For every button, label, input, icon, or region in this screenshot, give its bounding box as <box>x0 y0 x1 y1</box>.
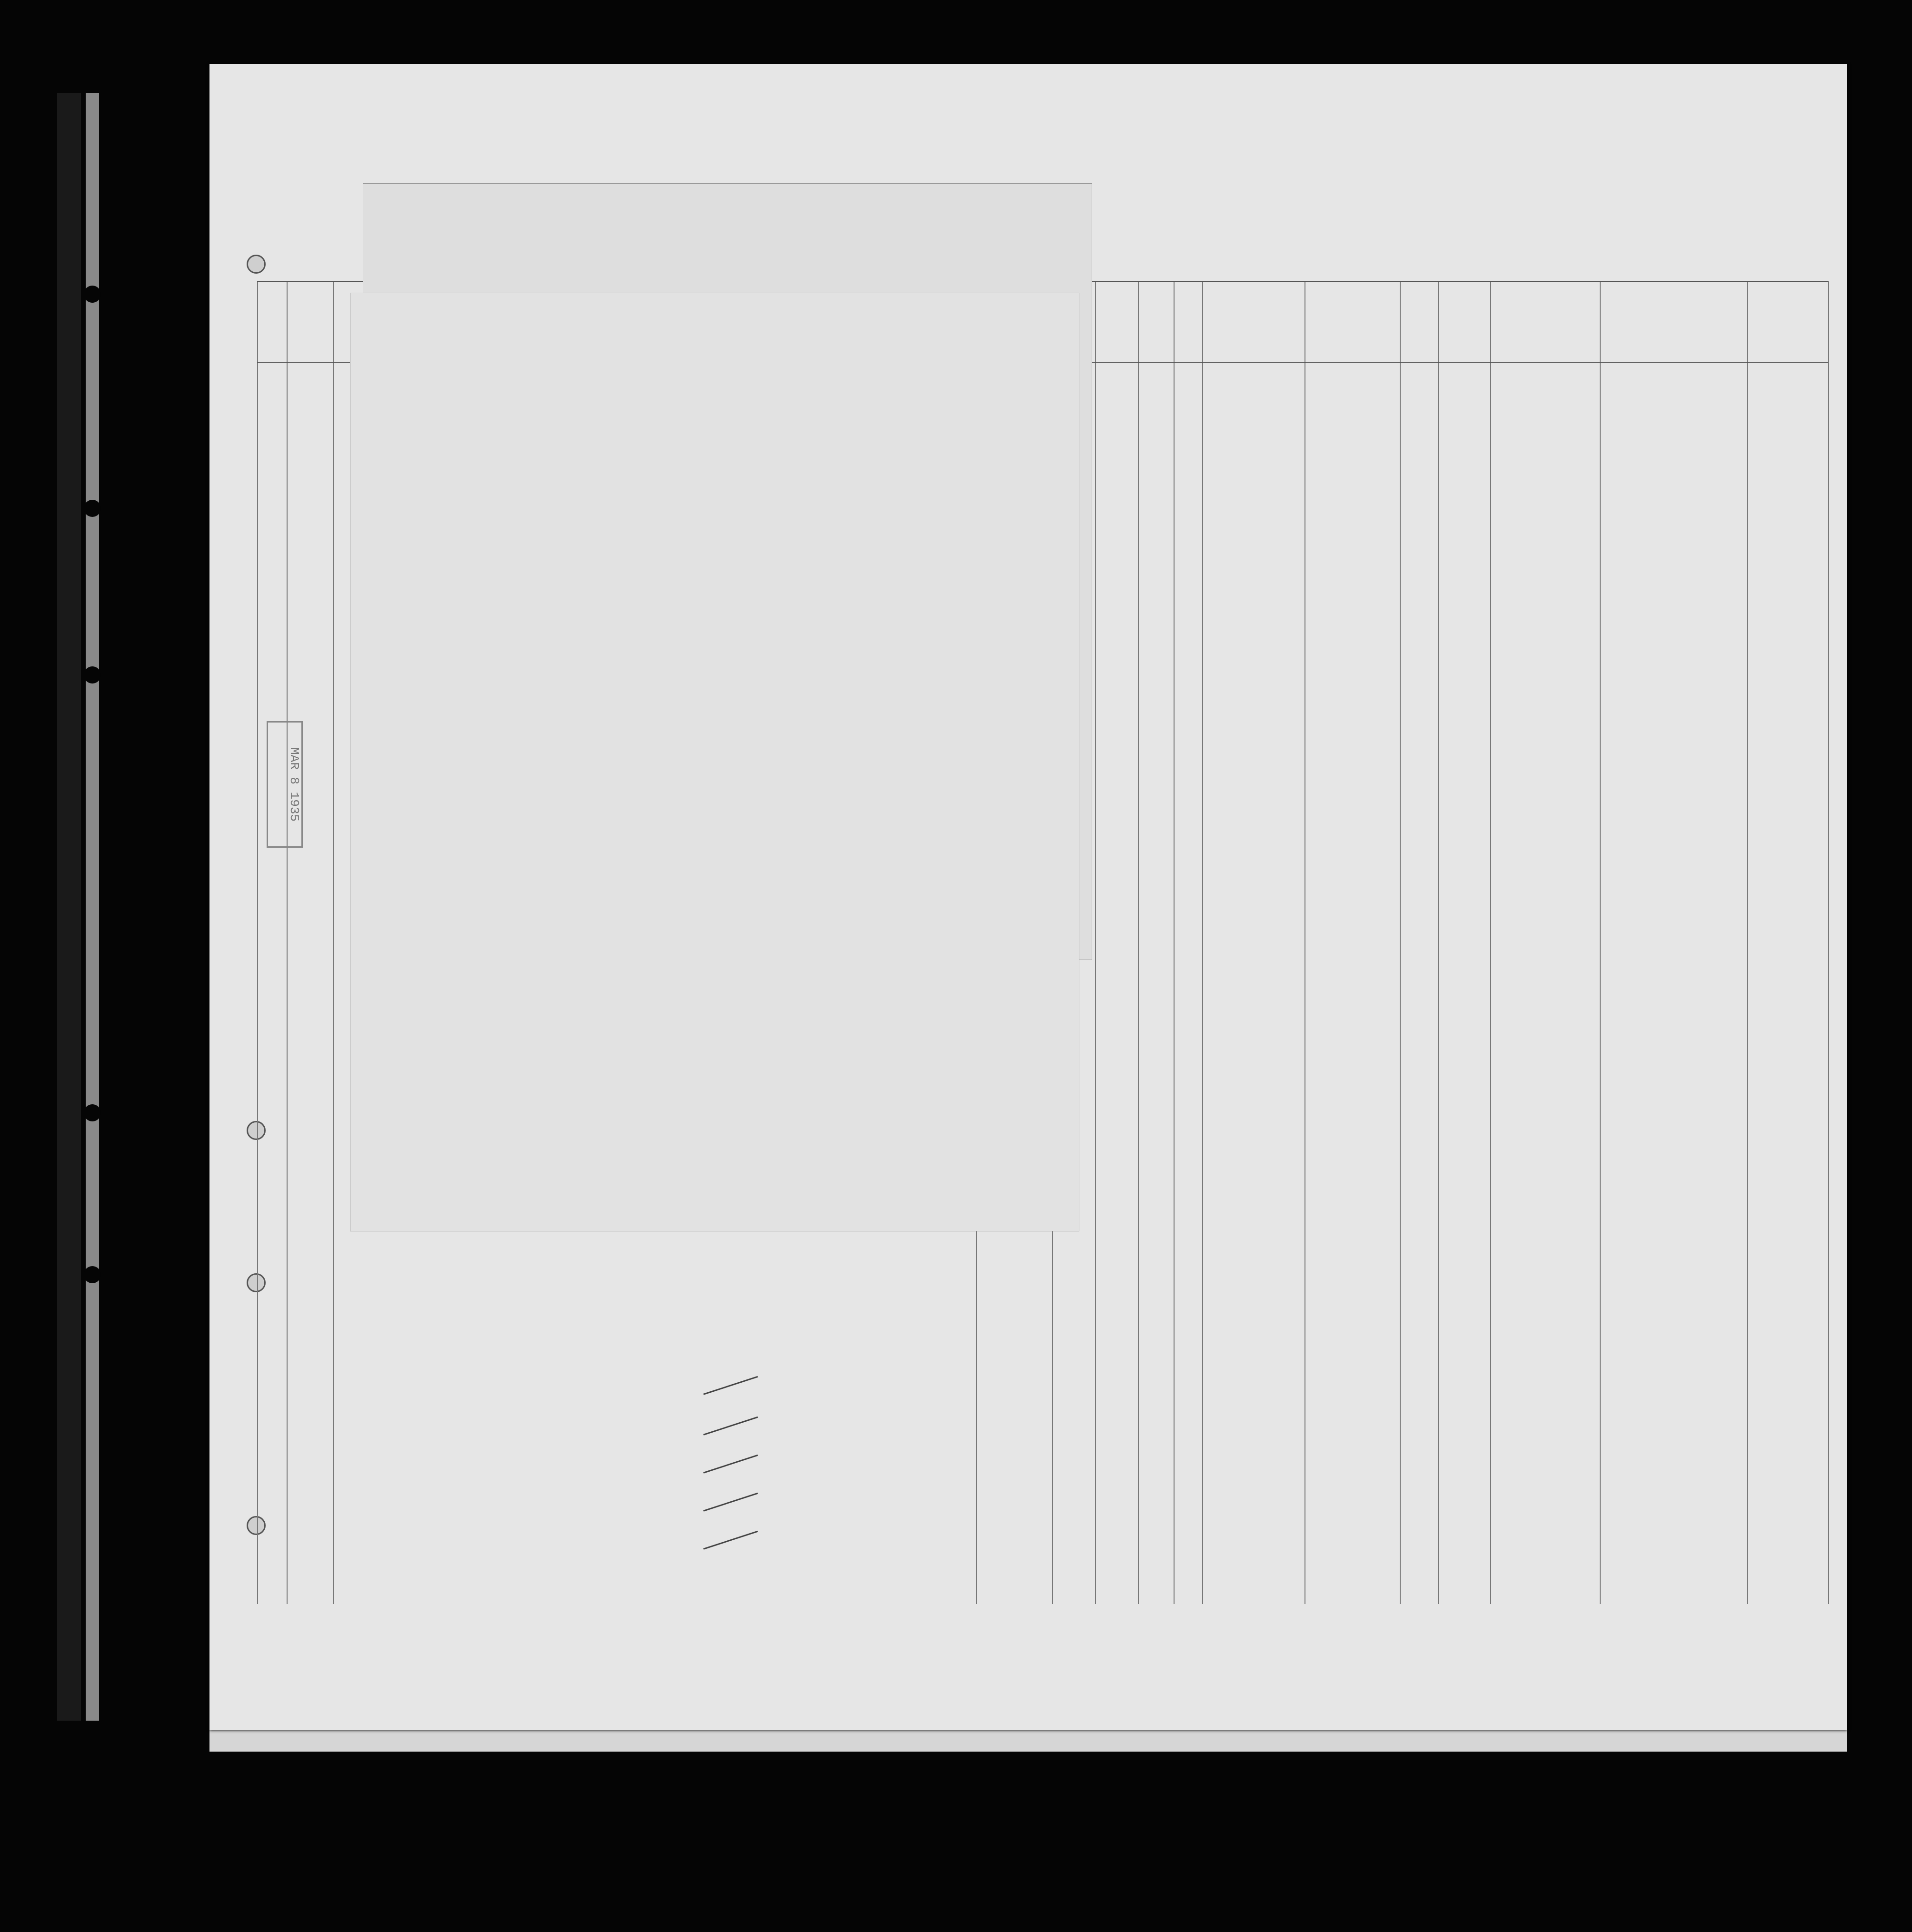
column-header-14 <box>1438 312 1490 326</box>
binder-strip <box>86 93 99 1721</box>
binder-hole <box>84 666 101 684</box>
column-header-12 <box>1305 312 1400 326</box>
column-header-11 <box>1202 312 1305 326</box>
column-header-10 <box>1174 312 1202 326</box>
binder-hole <box>84 500 101 517</box>
punch-hole <box>247 255 266 274</box>
manifest-page <box>209 64 1847 1730</box>
stewards-department-insert <box>350 293 1079 1231</box>
binder-hole <box>84 286 101 303</box>
date-stamp: MAR 8 1935 <box>267 721 303 848</box>
column-header-13 <box>1400 312 1438 326</box>
binder-hole <box>84 1104 101 1121</box>
column-header-9 <box>1138 312 1171 326</box>
binder-edge <box>57 93 81 1721</box>
binder-hole <box>84 1266 101 1283</box>
